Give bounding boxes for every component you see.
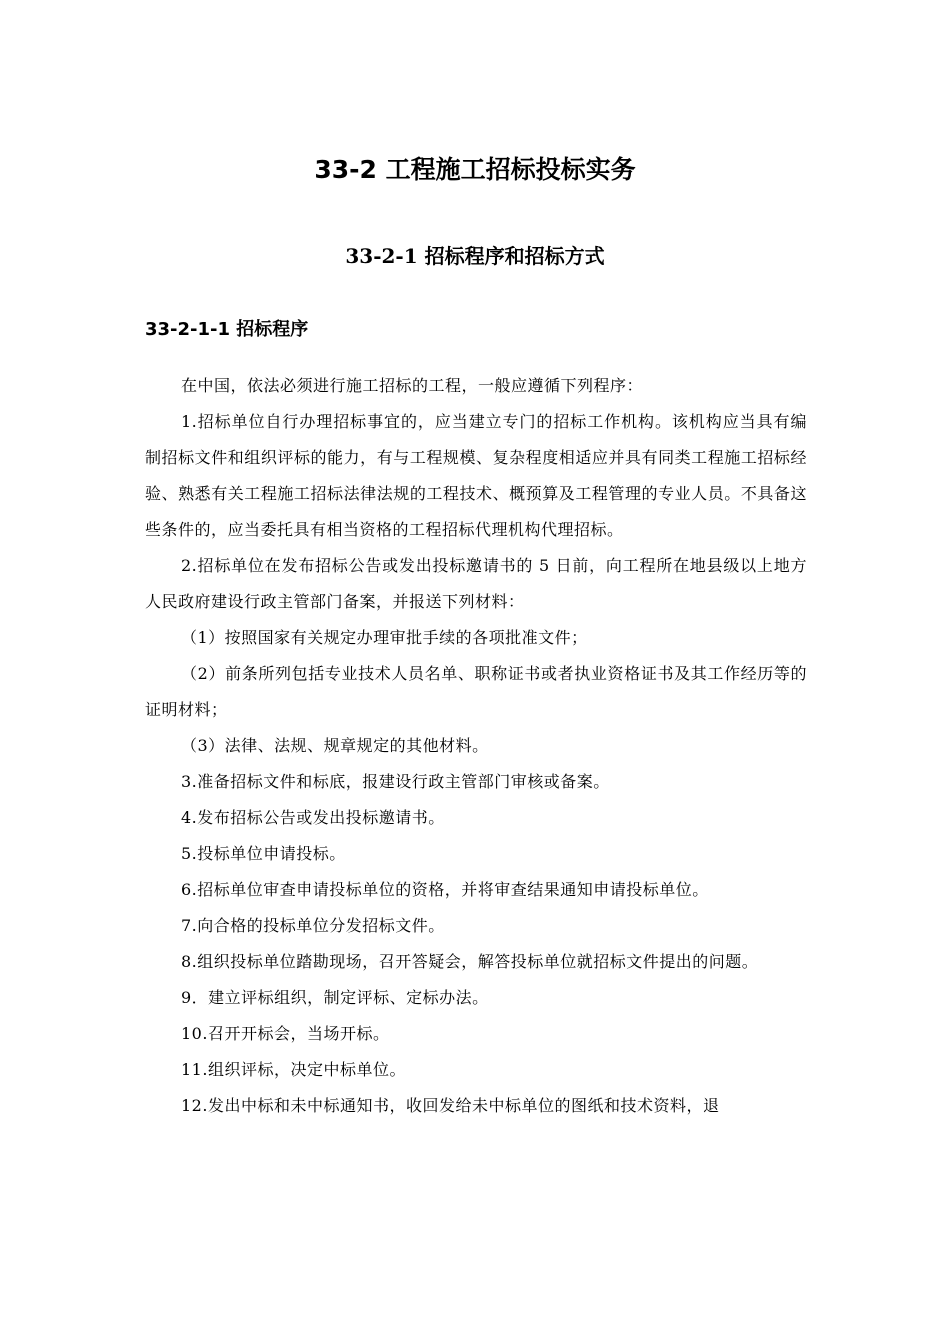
paragraph-material-2: （2）前条所列包括专业技术人员名单、职称证书或者执业资格证书及其工作经历等的证明材料； (145, 664, 807, 719)
paragraph-intro: 在中国，依法必须进行施工招标的工程，一般应遵循下列程序： (181, 376, 644, 395)
sub-title: 33-2-1 招标程序和招标方式 (345, 244, 605, 268)
paragraph-step-11: 11.组织评标，决定中标单位。 (181, 1060, 406, 1079)
main-title: 33-2 工程施工招标投标实务 (314, 155, 636, 184)
paragraph-step-1: 1.招标单位自行办理招标事宜的，应当建立专门的招标工作机构。该机构应当具有编制招标文件和组织评标的能力，有与工程规模、复杂程度相适应并具有同类工程施工招标经验、熟悉有关工程施工招标法律法规的工程技术、概预算及工程管理的专业人员。不具备这些条件的，应当委托具有相当资格的工程招标代理机构代理招标。 (145, 412, 807, 539)
paragraph-step-2: 2.招标单位在发布招标公告或发出投标邀请书的 5 日前，向工程所在地县级以上地方人民政府建设行政主管部门备案，并报送下列材料： (145, 556, 807, 611)
paragraph-step-12: 12.发出中标和未中标通知书，收回发给未中标单位的图纸和技术资料，退 (181, 1096, 720, 1115)
section-title: 33-2-1-1 招标程序 (145, 319, 309, 340)
paragraph-step-5: 5.投标单位申请投标。 (181, 844, 346, 863)
paragraph-step-7: 7.向合格的投标单位分发招标文件。 (181, 916, 445, 935)
paragraph-step-10: 10.召开开标会，当场开标。 (181, 1024, 390, 1043)
paragraph-step-6: 6.招标单位审查申请投标单位的资格，并将审查结果通知申请投标单位。 (181, 880, 709, 899)
paragraph-step-3: 3.准备招标文件和标底，报建设行政主管部门审核或备案。 (181, 772, 610, 791)
paragraph-step-9: 9．建立评标组织，制定评标、定标办法。 (181, 988, 489, 1007)
paragraph-step-8: 8.组织投标单位踏勘现场，召开答疑会，解答投标单位就招标文件提出的问题。 (181, 952, 759, 971)
paragraph-step-4: 4.发布招标公告或发出投标邀请书。 (181, 808, 445, 827)
paragraph-material-3: （3）法律、法规、规章规定的其他材料。 (181, 736, 489, 755)
body-text (145, 368, 807, 1124)
paragraph-material-1: （1）按照国家有关规定办理审批手续的各项批准文件； (181, 628, 588, 647)
